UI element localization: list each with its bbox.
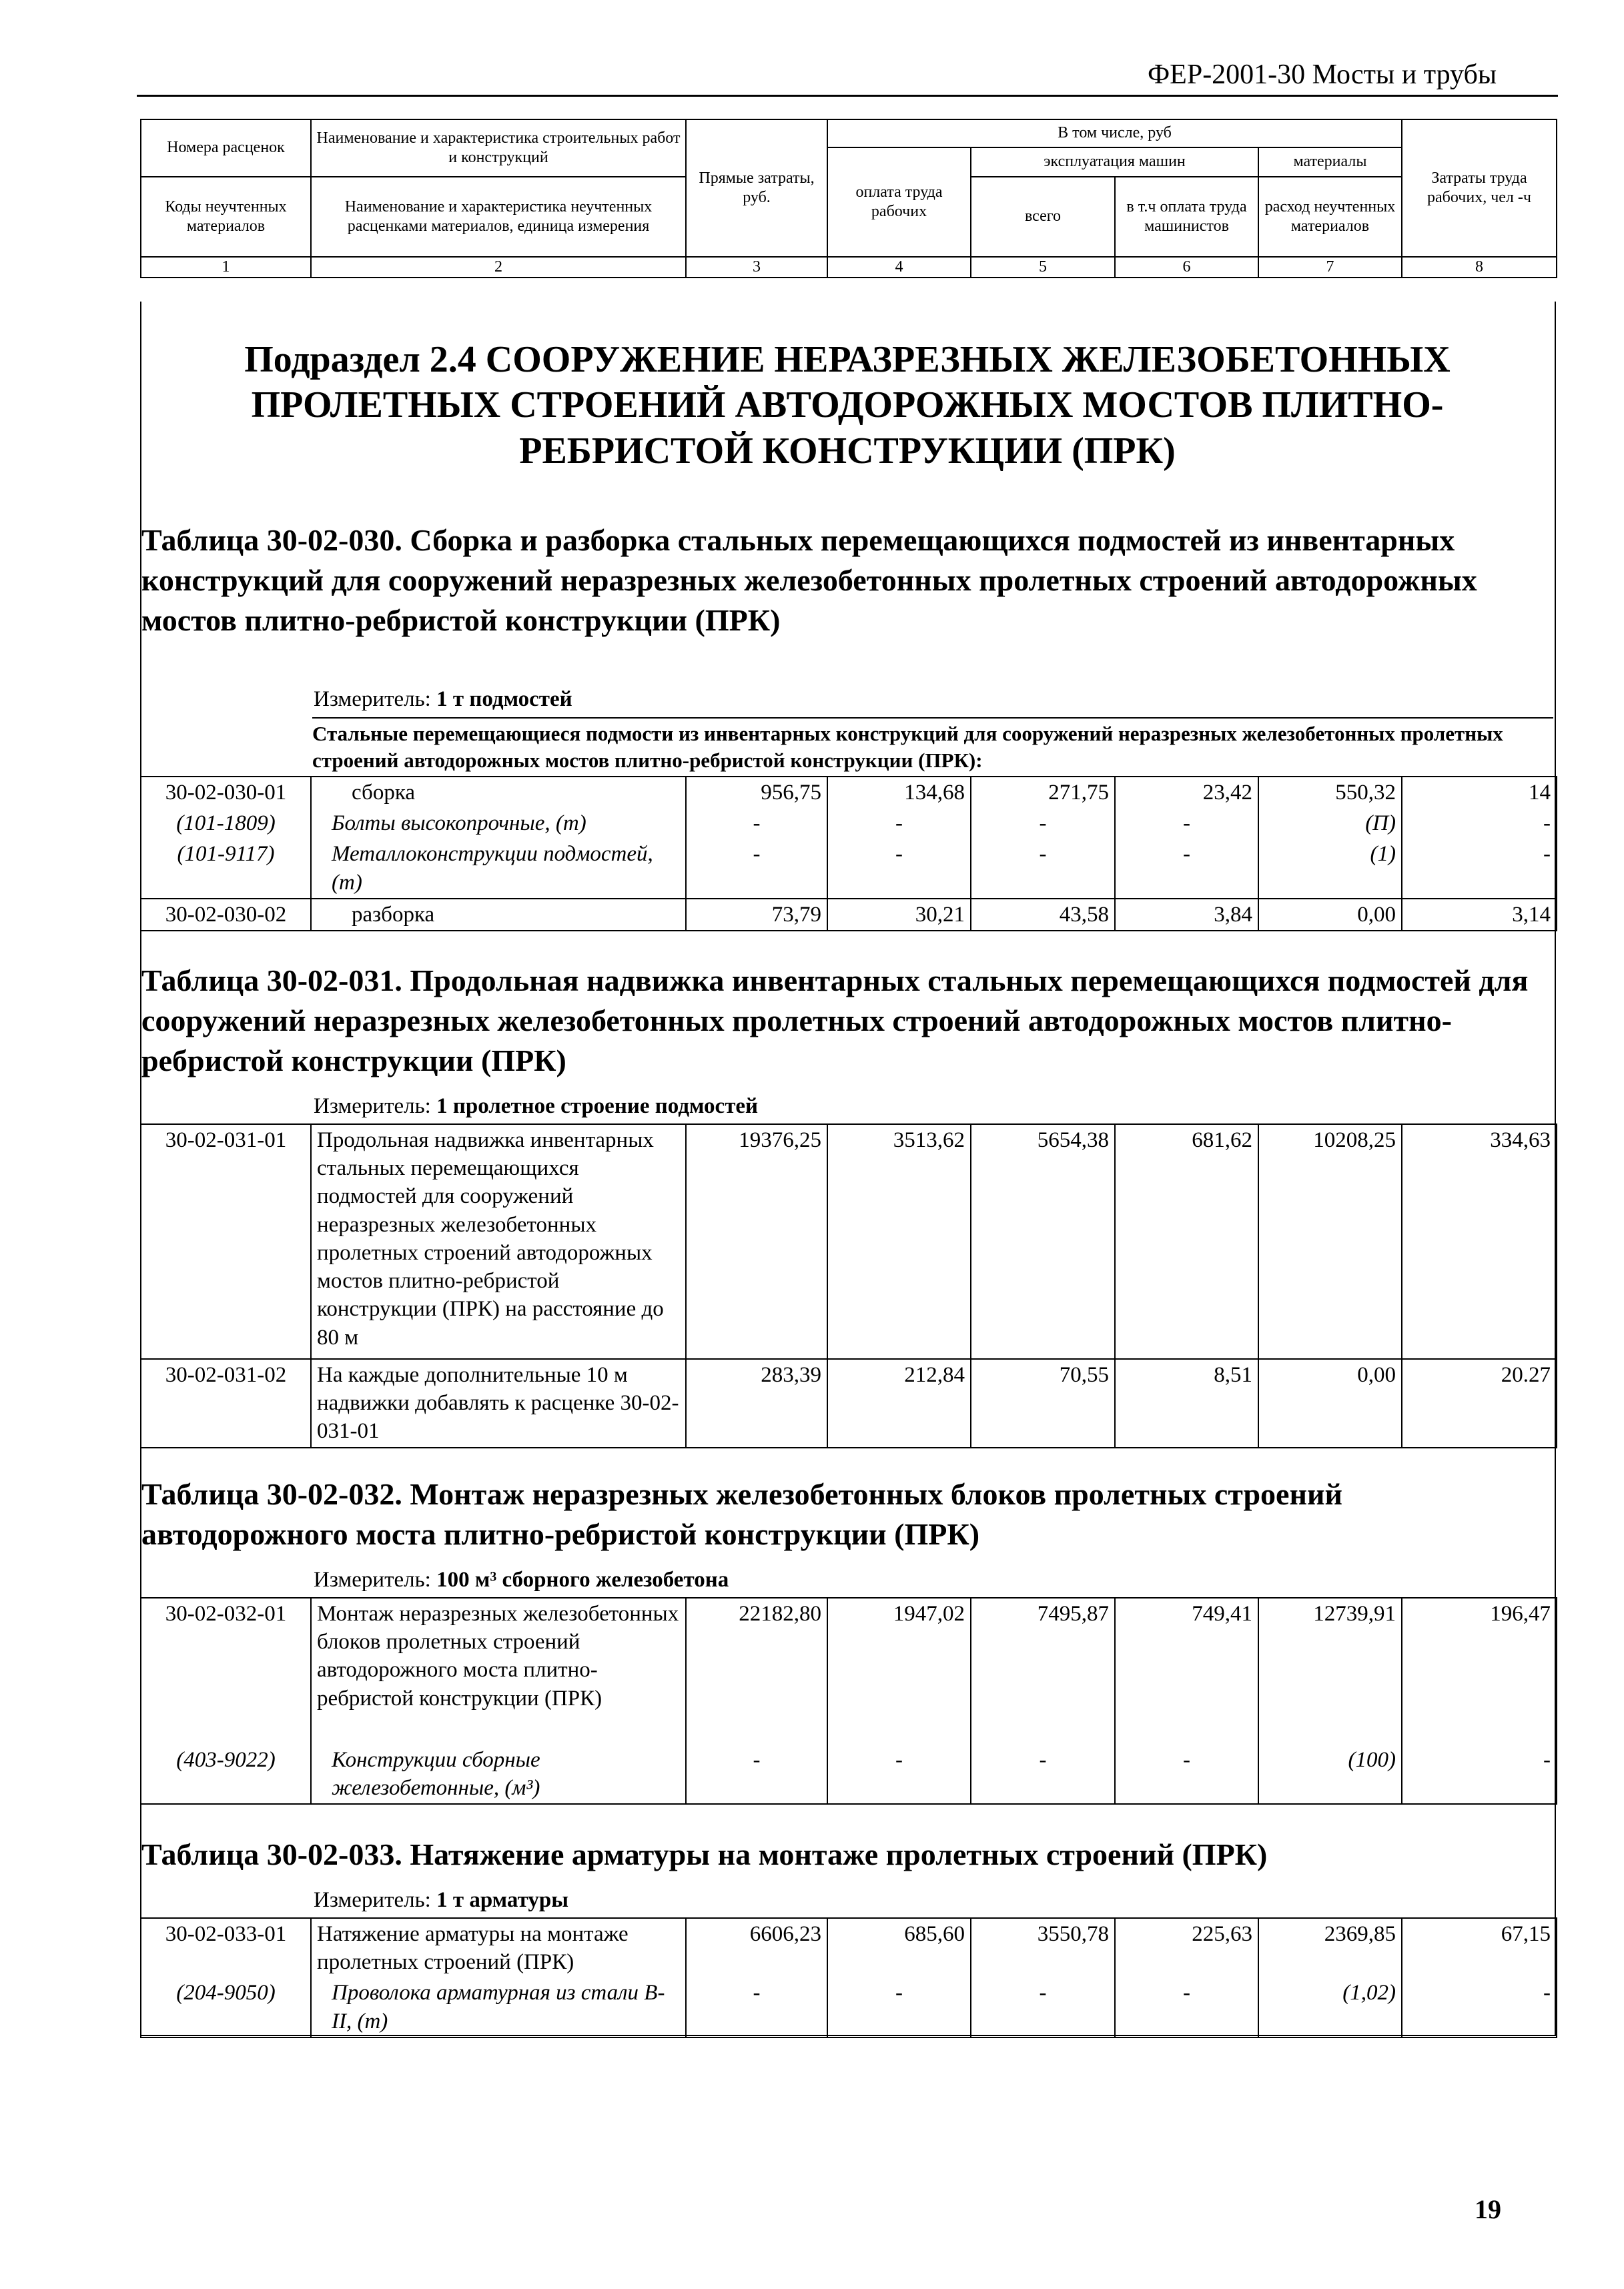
labor-costs: 14 — [1402, 777, 1557, 808]
table-032-caption: Монтаж неразрезных железобетонных блоков пролетных строений автодорожного моста плитно-ребристой конструкции (ПРК) — [141, 1477, 1342, 1551]
worker-pay: 212,84 — [827, 1359, 971, 1448]
column-header-table — [140, 119, 1557, 278]
header-rule — [137, 95, 1558, 97]
material-name: Металлоконструкции подмостей, (т) — [311, 839, 686, 898]
labor-costs: - — [1402, 1977, 1557, 2037]
machines-total: 7495,87 — [971, 1598, 1115, 1745]
header-including: В том числе, руб — [827, 119, 1402, 147]
machinists-pay: - — [1115, 808, 1258, 839]
materials: 0,00 — [1258, 1359, 1402, 1448]
machinists-pay: 225,63 — [1115, 1918, 1258, 1977]
materials: (100) — [1258, 1745, 1402, 1804]
column-number: 3 — [686, 257, 827, 278]
worker-pay: 3513,62 — [827, 1124, 971, 1359]
labor-costs: - — [1402, 839, 1557, 898]
rate-code: 30-02-031-01 — [141, 1124, 311, 1359]
meter-rule — [312, 717, 1553, 719]
header-work-name: Наименование и характеристика строительных работ и конструкций — [311, 119, 686, 177]
rate-code: 30-02-033-01 — [141, 1918, 311, 1977]
rate-code: 30-02-030-02 — [141, 899, 311, 931]
rate-name: сборка — [311, 777, 686, 808]
materials: (1) — [1258, 839, 1402, 898]
worker-pay: 1947,02 — [827, 1598, 971, 1745]
material-code: (101-9117) — [141, 839, 311, 898]
direct-costs: 73,79 — [686, 899, 827, 931]
table-031 — [140, 1123, 1557, 1448]
header-material-consumption: расход неучтенных материалов — [1258, 177, 1402, 257]
direct-costs: 22182,80 — [686, 1598, 827, 1745]
direct-costs: 19376,25 — [686, 1124, 827, 1359]
worker-pay: - — [827, 839, 971, 898]
machinists-pay: - — [1115, 1745, 1258, 1804]
header-machinists-pay: в т.ч оплата труда машинистов — [1115, 177, 1258, 257]
rate-code: 30-02-032-01 — [141, 1598, 311, 1745]
material-code: (101-1809) — [141, 808, 311, 839]
table-030-caption: Сборка и разборка стальных перемещающихся подмостей из инвентарных конструкций для сооружений неразрезных железобетонных пролетных строений автодорожных мостов плитно-ребристой конструкции (ПРК) — [141, 523, 1477, 637]
machinists-pay: 23,42 — [1115, 777, 1258, 808]
machines-total: 3550,78 — [971, 1918, 1115, 1977]
section-title: Подраздел 2.4 СООРУЖЕНИЕ НЕРАЗРЕЗНЫХ ЖЕЛЕЗОБЕТОННЫХ ПРОЛЕТНЫХ СТРОЕНИЙ АВТОДОРОЖНЫХ МОСТОВ ПЛИТНО-РЕБРИСТОЙ КОНСТРУКЦИИ (ПРК) — [244, 339, 1451, 472]
table-033-caption: Натяжение арматуры на монтаже пролетных строений (ПРК) — [410, 1837, 1268, 1871]
machines-total: - — [971, 808, 1115, 839]
header-direct-costs: Прямые затраты, руб. — [686, 119, 827, 257]
column-number: 4 — [827, 257, 971, 278]
materials: 0,00 — [1258, 899, 1402, 931]
rate-name: Монтаж неразрезных железобетонных блоков пролетных строений автодорожного моста плитно-ребристой конструкции (ПРК) — [311, 1598, 686, 1745]
machines-total: 43,58 — [971, 899, 1115, 931]
direct-costs: 956,75 — [686, 777, 827, 808]
header-labor-costs: Затраты труда рабочих, чел -ч — [1402, 119, 1557, 257]
materials: 2369,85 — [1258, 1918, 1402, 1977]
worker-pay: 30,21 — [827, 899, 971, 931]
material-name: Конструкции сборные железобетонные, (м³) — [311, 1745, 686, 1804]
labor-costs: 20.27 — [1402, 1359, 1557, 1448]
table-032-label: Таблица 30-02-032. — [141, 1477, 402, 1511]
machinists-pay: 3,84 — [1115, 899, 1258, 931]
material-code: (204-9050) — [141, 1977, 311, 2037]
table-032-title — [141, 1474, 1529, 1554]
table-030-subheader: Стальные перемещающиеся подмости из инвентарных конструкций для сооружений неразрезных железобетонных пролетных строений автодорожных мостов плитно-ребристой конструкции (ПРК): — [312, 722, 1503, 773]
machines-total: 271,75 — [971, 777, 1115, 808]
direct-costs: - — [686, 1745, 827, 1804]
machinists-pay: 681,62 — [1115, 1124, 1258, 1359]
machinists-pay: - — [1115, 1977, 1258, 2037]
table-031-label: Таблица 30-02-031. — [141, 963, 402, 997]
header-material-codes: Коды неучтенных материалов — [141, 177, 311, 257]
machines-total: 70,55 — [971, 1359, 1115, 1448]
worker-pay: - — [827, 1977, 971, 2037]
page-header: ФЕР-2001-30 Мосты и трубы — [1148, 59, 1497, 90]
column-number: 5 — [971, 257, 1115, 278]
material-code: (403-9022) — [141, 1745, 311, 1804]
table-031-meter: Измеритель: 1 пролетное строение подмостей — [314, 1094, 759, 1118]
table-033-label: Таблица 30-02-033. — [141, 1837, 402, 1871]
machines-total: - — [971, 1745, 1115, 1804]
header-material-names: Наименование и характеристика неучтенных расценками материалов, единица измерения — [311, 177, 686, 257]
machines-total: - — [971, 1977, 1115, 2037]
labor-costs: 334,63 — [1402, 1124, 1557, 1359]
machinists-pay: - — [1115, 839, 1258, 898]
table-033-title — [141, 1835, 1529, 1875]
machines-total: 5654,38 — [971, 1124, 1115, 1359]
machinists-pay: 8,51 — [1115, 1359, 1258, 1448]
machines-total: - — [971, 839, 1115, 898]
table-030 — [140, 776, 1557, 931]
worker-pay: - — [827, 808, 971, 839]
table-031-title — [141, 961, 1529, 1080]
table-033 — [140, 1917, 1557, 2038]
material-name: Проволока арматурная из стали В-II, (т) — [311, 1977, 686, 2037]
direct-costs: 6606,23 — [686, 1918, 827, 1977]
header-machines-total: всего — [971, 177, 1115, 257]
materials: (1,02) — [1258, 1977, 1402, 2037]
material-name: Болты высокопрочные, (т) — [311, 808, 686, 839]
labor-costs: 3,14 — [1402, 899, 1557, 931]
rate-name: На каждые дополнительные 10 м надвижки добавлять к расценке 30-02-031-01 — [311, 1359, 686, 1448]
header-rate-number: Номера расценок — [141, 119, 311, 177]
column-number: 8 — [1402, 257, 1557, 278]
direct-costs: 283,39 — [686, 1359, 827, 1448]
table-030-label: Таблица 30-02-030. — [141, 523, 402, 557]
rate-name: Натяжение арматуры на монтаже пролетных строений (ПРК) — [311, 1918, 686, 1977]
direct-costs: - — [686, 808, 827, 839]
labor-costs: - — [1402, 808, 1557, 839]
labor-costs: 196,47 — [1402, 1598, 1557, 1745]
page-number: 19 — [1475, 2194, 1501, 2224]
materials: 12739,91 — [1258, 1598, 1402, 1745]
rate-name: разборка — [311, 899, 686, 931]
worker-pay: - — [827, 1745, 971, 1804]
table-033-meter: Измеритель: 1 т арматуры — [314, 1888, 568, 1912]
table-030-meter: Измеритель: 1 т подмостей — [314, 687, 572, 711]
column-number: 2 — [311, 257, 686, 278]
column-number: 1 — [141, 257, 311, 278]
materials: 10208,25 — [1258, 1124, 1402, 1359]
labor-costs: - — [1402, 1745, 1557, 1804]
worker-pay: 134,68 — [827, 777, 971, 808]
rate-code: 30-02-030-01 — [141, 777, 311, 808]
direct-costs: - — [686, 1977, 827, 2037]
header-worker-pay: оплата труда рабочих — [827, 147, 971, 257]
machinists-pay: 749,41 — [1115, 1598, 1258, 1745]
worker-pay: 685,60 — [827, 1918, 971, 1977]
rate-code: 30-02-031-02 — [141, 1359, 311, 1448]
direct-costs: - — [686, 839, 827, 898]
table-031-caption: Продольная надвижка инвентарных стальных перемещающихся подмостей для сооружений неразрезных железобетонных пролетных строений автодорожных мостов плитно-ребристой конструкции (ПРК) — [141, 963, 1529, 1077]
column-number: 6 — [1115, 257, 1258, 278]
header-machine-operation: эксплуатация машин — [971, 147, 1258, 177]
materials: (П) — [1258, 808, 1402, 839]
table-030-title — [141, 520, 1529, 640]
column-number: 7 — [1258, 257, 1402, 278]
header-materials: материалы — [1258, 147, 1402, 177]
table-032 — [140, 1597, 1557, 1805]
table-032-meter: Измеритель: 100 м³ сборного железобетона — [314, 1568, 729, 1592]
rate-name: Продольная надвижка инвентарных стальных перемещающихся подмостей для сооружений неразрезных железобетонных пролетных строений автодорожных мостов плитно-ребристой конструкции (ПРК) на расстояние до 80 м — [311, 1124, 686, 1359]
labor-costs: 67,15 — [1402, 1918, 1557, 1977]
materials: 550,32 — [1258, 777, 1402, 808]
